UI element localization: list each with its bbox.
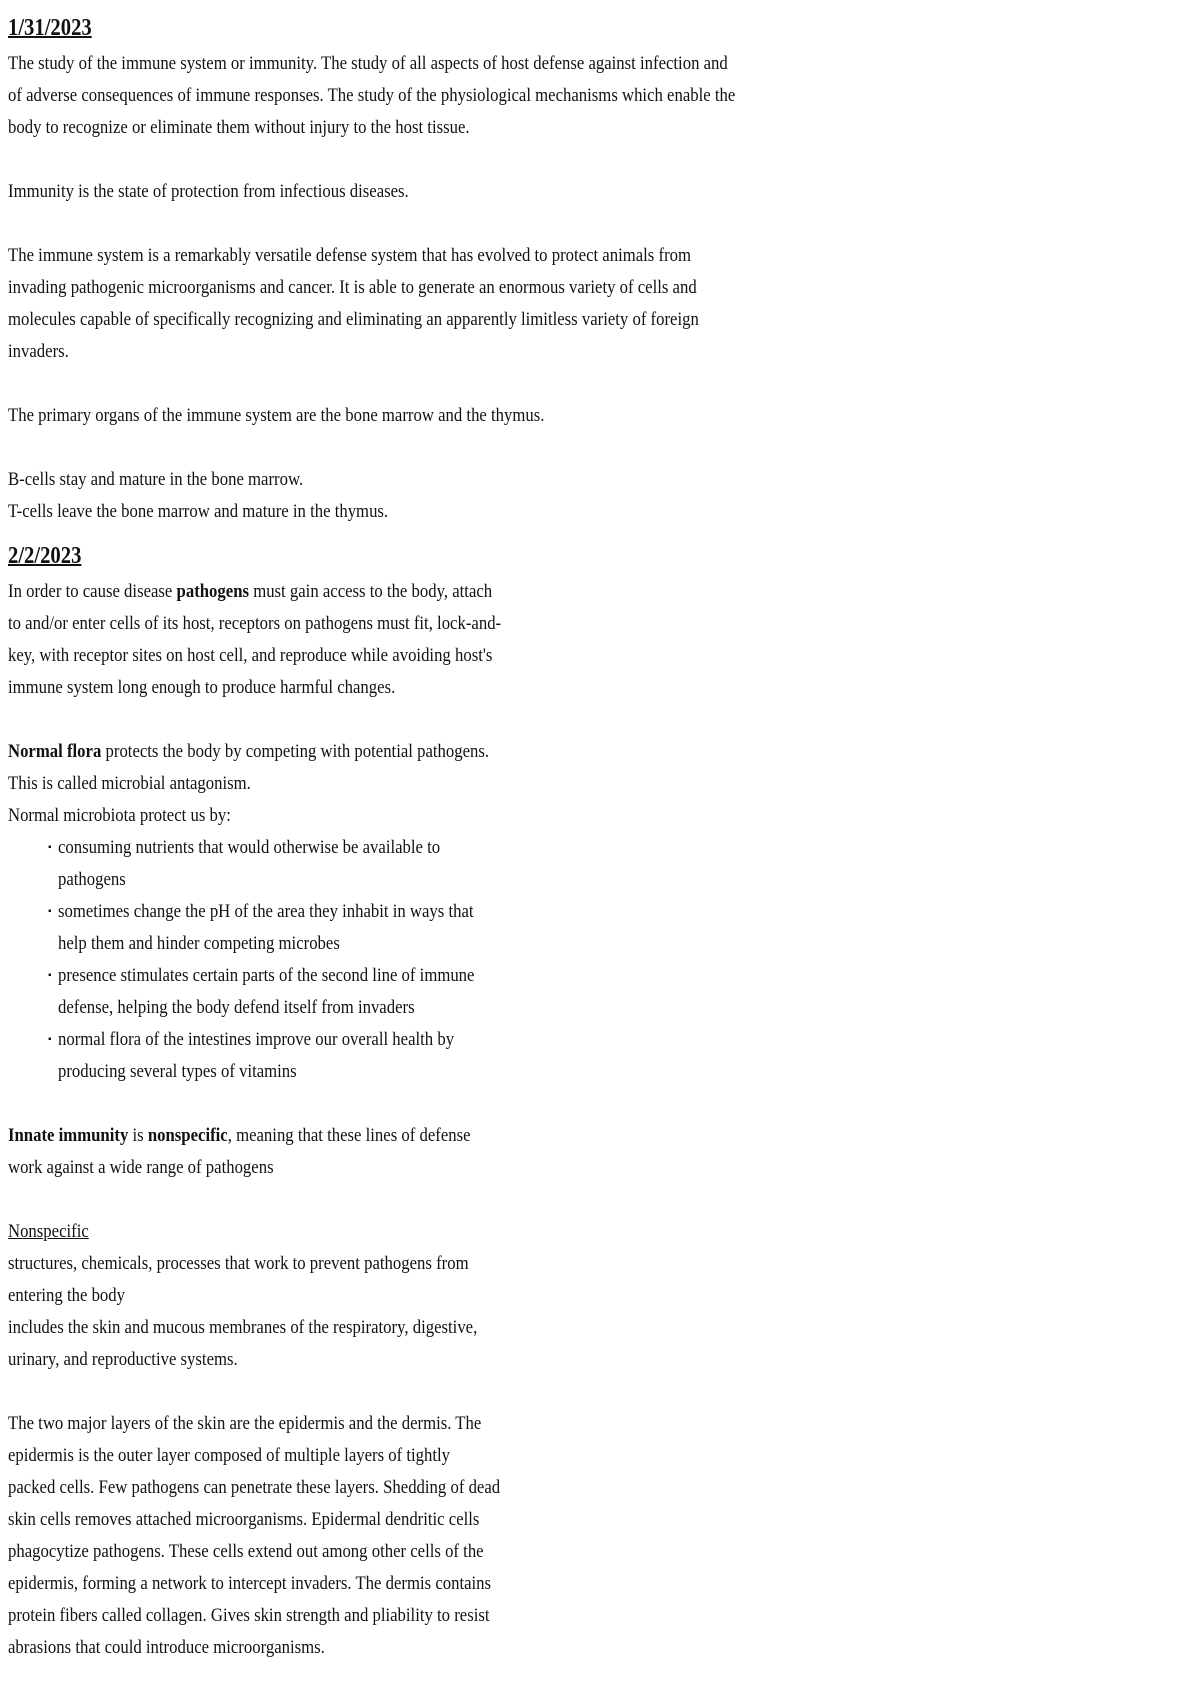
- bullet-list: [8, 832, 1188, 1088]
- text-line: Innate immunity is nonspecific, meaning that these lines of defense: [8, 1125, 471, 1146]
- text-line: The immune system is a remarkably versatile defense system that has evolved to protect animals from: [8, 245, 692, 266]
- blank-line: [8, 208, 1188, 240]
- text-line: In order to cause disease pathogens must gain access to the body, attach: [8, 581, 493, 602]
- bullet-icon: ▪: [48, 842, 52, 853]
- text-line: phagocytize pathogens. These cells extend out among other cells of the: [8, 1541, 484, 1562]
- text-line: body to recognize or eliminate them without injury to the host tissue.: [8, 117, 470, 138]
- document: [8, 8, 1188, 1664]
- text-line: invading pathogenic microorganisms and cancer. It is able to generate an enormous variety of cells and: [8, 277, 697, 298]
- bullet-icon: ▪: [48, 906, 52, 917]
- text-line: urinary, and reproductive systems.: [8, 1349, 238, 1370]
- blank-line: [8, 144, 1188, 176]
- text-line: structures, chemicals, processes that work to prevent pathogens from: [8, 1253, 469, 1274]
- date-heading-2: 2/2/2023: [8, 543, 82, 569]
- section-2-body: [8, 576, 1188, 1664]
- bullet-item: ▪ consuming nutrients that would otherwise be available to: [8, 832, 1188, 864]
- subheading-nonspecific: Nonspecific: [8, 1221, 89, 1242]
- blank-line: [8, 1376, 1188, 1408]
- text-line: immune system long enough to produce harmful changes.: [8, 677, 396, 698]
- skin-paragraph: [8, 1408, 1188, 1664]
- text-line: of adverse consequences of immune responses. The study of the physiological mechanisms which enable the: [8, 85, 736, 106]
- bullet-item-continuation: producing several types of vitamins: [58, 1061, 297, 1082]
- nonspecific-paragraph: [8, 1248, 1188, 1376]
- bullet-item-continuation: pathogens: [58, 869, 126, 890]
- blank-line: [8, 1184, 1188, 1216]
- text-line: skin cells removes attached microorganisms. Epidermal dendritic cells: [8, 1509, 480, 1530]
- bullet-icon: ▪: [48, 1034, 52, 1045]
- text-line: The study of the immune system or immunity. The study of all aspects of host defense against infection and: [8, 53, 728, 74]
- text-line: key, with receptor sites on host cell, and reproduce while avoiding host's: [8, 645, 493, 666]
- text-line: Normal flora protects the body by competing with potential pathogens.: [8, 741, 490, 762]
- text-line: T-cells leave the bone marrow and mature in the thymus.: [8, 501, 389, 522]
- text-line: The primary organs of the immune system are the bone marrow and the thymus.: [8, 405, 545, 426]
- text-line: invaders.: [8, 341, 69, 362]
- section-1-body: [8, 48, 1188, 528]
- text-line: Immunity is the state of protection from infectious diseases.: [8, 181, 409, 202]
- text-line: This is called microbial antagonism.: [8, 773, 251, 794]
- blank-line: [8, 368, 1188, 400]
- text-line: abrasions that could introduce microorganisms.: [8, 1637, 325, 1658]
- text-line: includes the skin and mucous membranes of the respiratory, digestive,: [8, 1317, 478, 1338]
- bold-term: nonspecific: [147, 1125, 228, 1146]
- bullet-item: ▪ sometimes change the pH of the area they inhabit in ways that: [8, 896, 1188, 928]
- text-line: B-cells stay and mature in the bone marrow.: [8, 469, 304, 490]
- text-line: entering the body: [8, 1285, 126, 1306]
- text-line: The two major layers of the skin are the epidermis and the dermis. The: [8, 1413, 482, 1434]
- bullet-item-continuation: defense, helping the body defend itself from invaders: [58, 997, 415, 1018]
- text-line: epidermis is the outer layer composed of multiple layers of tightly: [8, 1445, 451, 1466]
- blank-line: [8, 432, 1188, 464]
- bullet-item: ▪ presence stimulates certain parts of the second line of immune: [8, 960, 1188, 992]
- bold-term: pathogens: [176, 581, 250, 602]
- text-line: packed cells. Few pathogens can penetrate these layers. Shedding of dead: [8, 1477, 501, 1498]
- blank-line: [8, 1088, 1188, 1120]
- text-line: protein fibers called collagen. Gives skin strength and pliability to resist: [8, 1605, 490, 1626]
- bold-term: Innate immunity: [8, 1125, 129, 1146]
- text-line: work against a wide range of pathogens: [8, 1157, 274, 1178]
- bold-term: Normal flora: [8, 741, 102, 762]
- text-line: epidermis, forming a network to intercept invaders. The dermis contains: [8, 1573, 492, 1594]
- text-line: to and/or enter cells of its host, receptors on pathogens must fit, lock-and-: [8, 613, 502, 634]
- bullet-item: ▪ normal flora of the intestines improve our overall health by: [8, 1024, 1188, 1056]
- text-line: molecules capable of specifically recognizing and eliminating an apparently limitless variety of foreign: [8, 309, 699, 330]
- date-heading-1: 1/31/2023: [8, 15, 92, 41]
- bullet-icon: ▪: [48, 970, 52, 981]
- blank-line: [8, 704, 1188, 736]
- text-line: Normal microbiota protect us by:: [8, 805, 231, 826]
- bullet-item-continuation: help them and hinder competing microbes: [58, 933, 340, 954]
